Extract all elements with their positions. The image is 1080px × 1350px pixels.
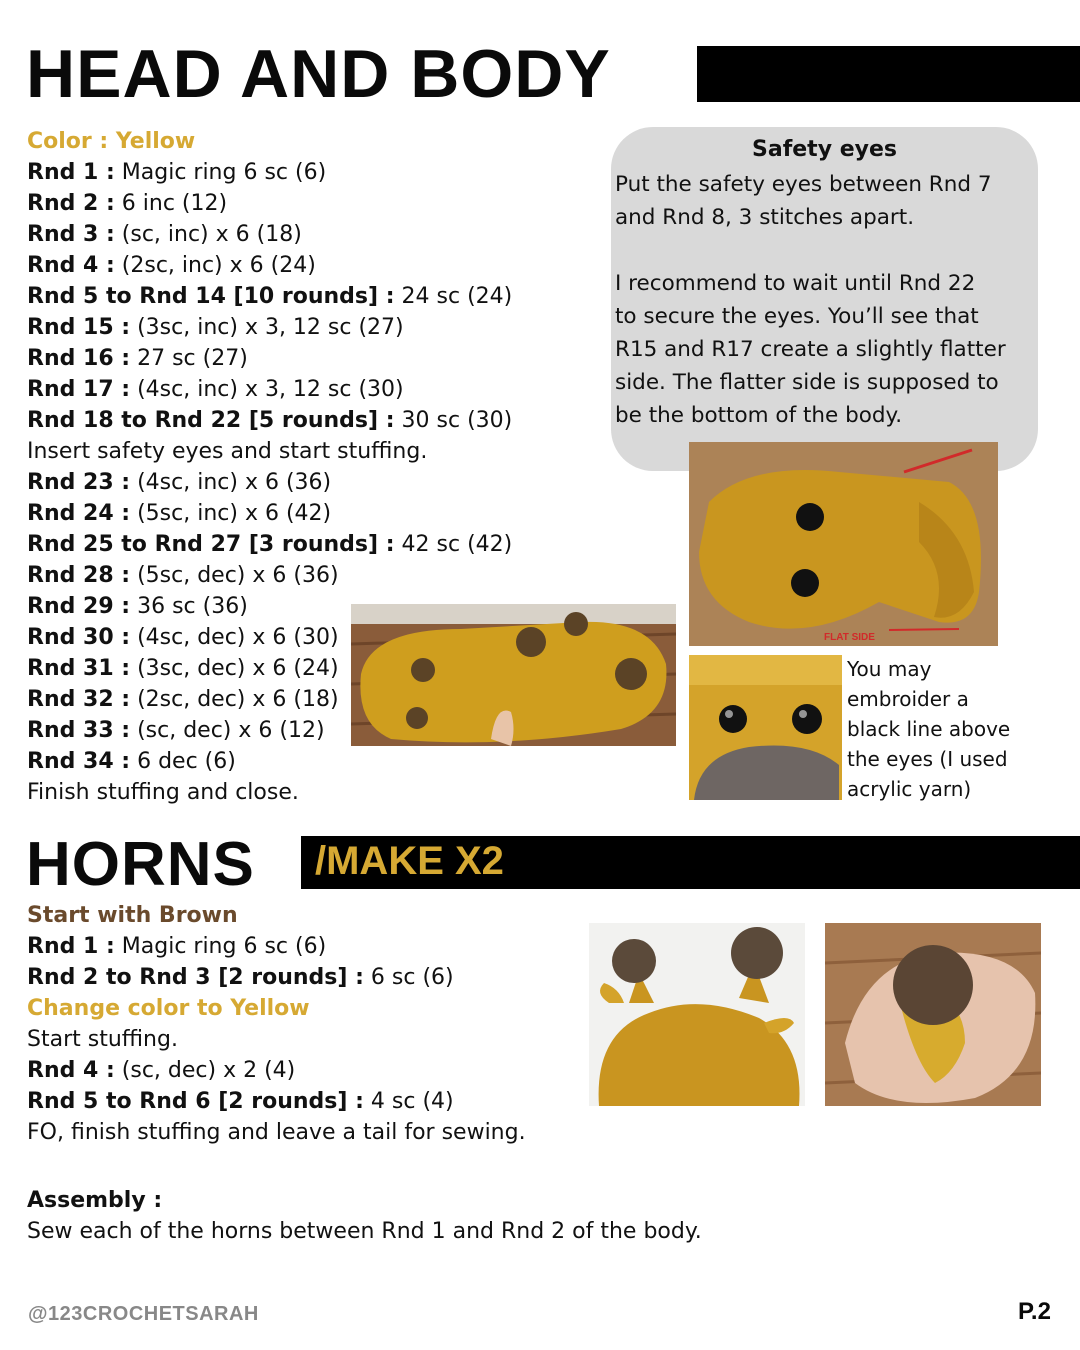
round-label: Rnd 5 to Rnd 6 [2 rounds] : [27,1089,364,1114]
round-list [27,1024,526,1148]
title-bar-decoration [697,46,1080,102]
round-line [27,1086,526,1117]
round-text: (sc, dec) x 6 (12) [130,718,325,743]
round-line [27,498,512,529]
page-number: P.2 [1018,1298,1051,1325]
round-label: Rnd 28 : [27,563,131,588]
round-label: Rnd 23 : [27,470,131,495]
make-x2-badge: /MAKE X2 [315,839,504,883]
round-label: Rnd 2 to Rnd 3 [2 rounds] : [27,965,364,990]
note-line: R15 and R17 create a slightly flatter [615,337,1006,362]
round-label: Rnd 4 : [27,253,115,278]
round-label: Rnd 25 to Rnd 27 [3 rounds] : [27,532,395,557]
round-text: 4 sc (4) [363,1089,454,1114]
round-label: Rnd 31 : [27,656,131,681]
round-text: 6 dec (6) [130,749,236,774]
round-line [27,436,512,467]
round-line [27,777,512,808]
round-text: FO, finish stuffing and leave a tail for sewing. [27,1120,526,1145]
round-text: Start stuffing. [27,1027,178,1052]
round-line [27,250,512,281]
round-line [27,219,512,250]
round-line [27,157,512,188]
note-line: the eyes (I used [847,747,1008,771]
round-text: (sc, inc) x 6 (18) [114,222,302,247]
safety-eyes-text-a [615,168,1040,234]
photo-horns-on-head [589,923,805,1106]
round-text: (4sc, inc) x 6 (36) [130,470,332,495]
round-text: 42 sc (42) [394,532,513,557]
round-text: 6 inc (12) [114,191,228,216]
photo-horn-in-hand [825,923,1041,1106]
round-text: Insert safety eyes and start stuffing. [27,439,428,464]
assembly-section [27,1185,702,1247]
round-line [27,188,512,219]
round-label: Rnd 24 : [27,501,131,526]
note-line: side. The flatter side is supposed to [615,370,999,395]
round-text: (sc, dec) x 2 (4) [114,1058,296,1083]
round-line [27,312,512,343]
round-line [27,560,512,591]
round-label: Rnd 30 : [27,625,131,650]
color-label: Color : Yellow [27,129,196,154]
note-line: black line above [847,717,1011,741]
round-label: Rnd 34 : [27,749,131,774]
round-text: (3sc, inc) x 3, 12 sc (27) [130,315,404,340]
round-text: 36 sc (36) [130,594,248,619]
round-label: Rnd 33 : [27,718,131,743]
section-title-head-body: HEAD AND BODY [26,36,611,112]
note-line: acrylic yarn) [847,777,972,801]
round-label: Rnd 32 : [27,687,131,712]
round-label: Rnd 2 : [27,191,115,216]
round-line [27,1055,526,1086]
horns-instructions [27,900,526,1148]
safety-eyes-title: Safety eyes [752,137,897,162]
round-text: Magic ring 6 sc (6) [114,160,327,185]
note-line: Put the safety eyes between Rnd 7 [615,172,992,197]
round-text: (4sc, dec) x 6 (30) [130,625,339,650]
round-text: (5sc, inc) x 6 (42) [130,501,332,526]
photo-body-eyes [689,442,998,646]
round-line [27,374,512,405]
round-text: 6 sc (6) [363,965,454,990]
round-text: (2sc, dec) x 6 (18) [130,687,339,712]
photo-body-side [351,604,676,746]
round-line [27,962,526,993]
assembly-title: Assembly : [27,1188,163,1213]
round-text: 24 sc (24) [394,284,513,309]
note-line: and Rnd 8, 3 stitches apart. [615,205,915,230]
round-line [27,1117,526,1148]
note-line: embroider a [847,687,969,711]
round-text: (2sc, inc) x 6 (24) [114,253,316,278]
round-text: 27 sc (27) [130,346,248,371]
note-line: be the bottom of the body. [615,403,903,428]
note-line: I recommend to wait until Rnd 22 [615,271,976,296]
round-text: (3sc, dec) x 6 (24) [130,656,339,681]
safety-eyes-text-b [615,267,1040,432]
round-text: (4sc, inc) x 3, 12 sc (30) [130,377,404,402]
round-label: Rnd 3 : [27,222,115,247]
note-line: to secure the eyes. You’ll see that [615,304,979,329]
round-label: Rnd 5 to Rnd 14 [10 rounds] : [27,284,395,309]
make-badge-bar [301,836,1080,889]
round-label: Rnd 18 to Rnd 22 [5 rounds] : [27,408,395,433]
embroider-note [847,654,1047,804]
round-label: Rnd 16 : [27,346,131,371]
round-line [27,931,526,962]
author-handle: @123CROCHETSARAH [28,1303,259,1325]
round-line [27,529,512,560]
section-title-horns: HORNS [26,830,255,899]
round-line [27,1024,526,1055]
round-text: Finish stuffing and close. [27,780,299,805]
photo-face-eyes [689,655,842,800]
round-list [27,931,526,993]
round-label: Rnd 1 : [27,160,115,185]
change-color-label: Change color to Yellow [27,996,310,1021]
round-text: (5sc, dec) x 6 (36) [130,563,339,588]
round-line [27,343,512,374]
round-text: 30 sc (30) [394,408,513,433]
round-label: Rnd 17 : [27,377,131,402]
start-color-label: Start with Brown [27,903,238,928]
round-text: Magic ring 6 sc (6) [114,934,327,959]
round-label: Rnd 29 : [27,594,131,619]
round-line [27,281,512,312]
assembly-text: Sew each of the horns between Rnd 1 and Rnd 2 of the body. [27,1219,702,1244]
round-label: Rnd 15 : [27,315,131,340]
flat-side-label: FLAT SIDE [824,632,875,643]
note-line: You may [847,657,932,681]
round-label: Rnd 1 : [27,934,115,959]
round-line [27,405,512,436]
round-line [27,746,512,777]
round-line [27,467,512,498]
round-label: Rnd 4 : [27,1058,115,1083]
